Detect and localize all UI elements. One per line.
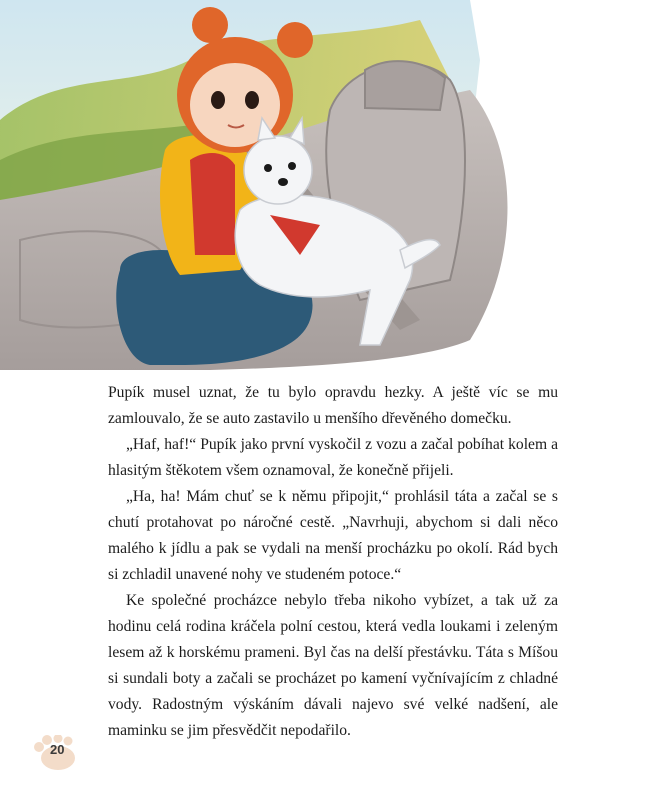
paragraph: Ke společné procházce nebylo třeba nikoho vybízet, a tak už za hodinu celá rodina kráčela polní cestou, která vedla loukami i zeleným lesem až k horskému prameni. Byl čas na delší přestávku. Táta s Míšou si sundali boty a začali se procházet po kamení vyčnívajícím z chladné vody. Radostným výskáním dávali najevo své velké nadšení, ale maminku se jim přesvědčit nepodařilo. [108, 592, 558, 739]
paragraph: Pupík musel uznat, že tu bylo opravdu hezky. A ještě víc se mu zamlouvalo, že se auto zastavilo u menšího dřevěného domečku. [108, 384, 558, 427]
story-text [108, 380, 558, 744]
paragraph: „Ha, ha! Mám chuť se k němu připojit,“ prohlásil táta a začal se s chutí protahovat po náročné cestě. „Navrhuji, abychom si dali něco malého k jídlu a pak se vydali na menší procházku po okolí. Rád bych si zchladil unavené nohy ve studeném potoce.“ [108, 488, 558, 583]
illustration-girl-dog-car [0, 0, 650, 370]
page-number: 20 [50, 742, 65, 757]
paragraph: „Haf, haf!“ Pupík jako první vyskočil z vozu a začal pobíhat kolem a hlasitým štěkotem všem oznamoval, že konečně přijeli. [108, 436, 558, 479]
